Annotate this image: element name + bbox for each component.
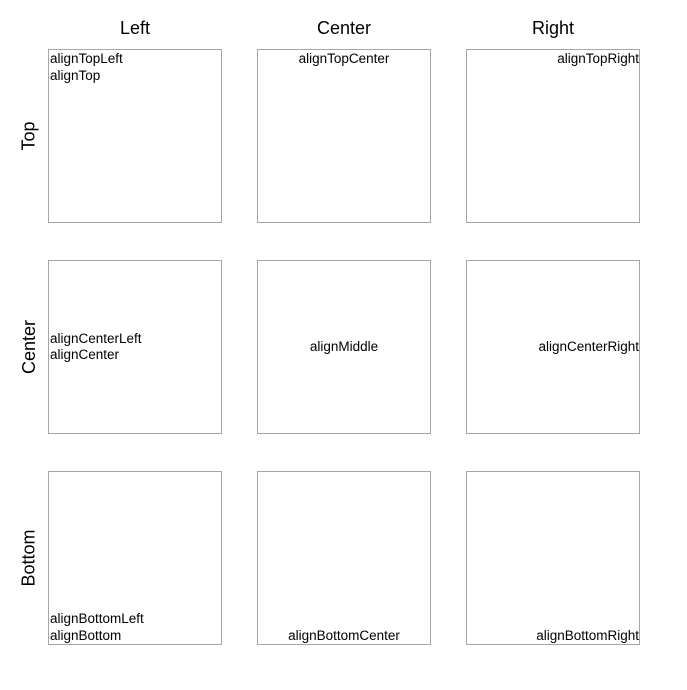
cell-label: alignTop <box>50 67 101 83</box>
cell-bottom-center <box>257 471 431 645</box>
cell-top-center <box>257 49 431 223</box>
row-header-center-label: Center <box>19 319 39 375</box>
cell-label: alignCenterRight <box>538 338 639 354</box>
cell-label: alignCenter <box>50 347 120 362</box>
cell-label: alignTopLeft <box>50 51 123 66</box>
column-header-right: Right <box>531 18 575 38</box>
cell-top-right <box>466 49 640 223</box>
cell-center-right <box>466 260 640 434</box>
cell-center-center <box>257 260 431 434</box>
cell-center-left <box>48 260 222 434</box>
row-header-bottom-label: Bottom <box>19 529 39 587</box>
row-header-center <box>18 260 40 434</box>
column-header-center: Center <box>316 18 372 38</box>
cell-bottom-left <box>48 471 222 645</box>
cell-label: alignCenterLeft <box>50 330 142 346</box>
cell-label: alignTopCenter <box>298 51 390 66</box>
cell-label: alignMiddle <box>309 338 379 354</box>
row-header-bottom <box>18 471 40 645</box>
column-header-left: Left <box>119 18 151 38</box>
cell-bottom-right <box>466 471 640 645</box>
cell-label: alignTopRight <box>557 51 639 66</box>
cell-top-left <box>48 49 222 223</box>
cell-label: alignBottomRight <box>536 627 639 643</box>
cell-label: alignBottom <box>50 627 122 643</box>
row-header-top-label: Top <box>19 121 39 151</box>
cell-label: alignBottomLeft <box>50 611 144 626</box>
row-header-top <box>18 49 40 223</box>
cell-label: alignBottomCenter <box>288 627 400 643</box>
